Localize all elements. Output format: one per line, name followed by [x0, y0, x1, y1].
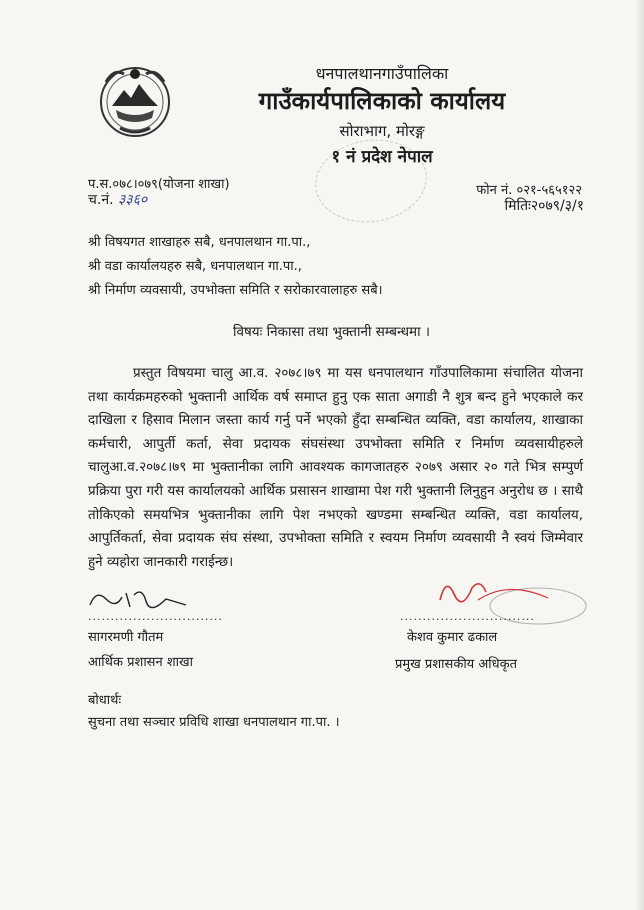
page-edge-shadow [634, 0, 644, 910]
chalan-value: ३३६० [118, 192, 148, 208]
signatory-post-left: आर्थिक प्रशासन शाखा [88, 655, 194, 670]
phone-number: फोन नं. ०२१-५६५१२२ [476, 183, 582, 198]
addressee-line: श्री विषयगत शाखाहरु सबै, धनपालथान गा.पा., [88, 235, 311, 250]
cc-line: सुचना तथा सञ्चार प्रविधि शाखा धनपालथान गा.पा. । [88, 715, 340, 730]
office-title: गाउँकार्यपालिकाको कार्यालय [258, 87, 506, 115]
cc-label: बोधार्थः [88, 693, 122, 708]
letter-body [88, 362, 583, 574]
signature-line-right: .............................. [400, 610, 535, 623]
reference-number: प.स.०७८।०७९(योजना शाखा) [88, 177, 230, 192]
municipality-name: धनपालथानगाउँपालिका [315, 64, 449, 83]
signatory-post-right: प्रमुख प्रशासकीय अधिकृत [395, 657, 518, 672]
letter-date: मितिः२०७९/३/१ [504, 198, 584, 214]
office-location: सोराभाग, मोरङ्ग [339, 122, 425, 140]
addressee-line: श्री निर्माण व्यवसायी, उपभोक्ता समिति र सरोकारवालाहरु सबै। [88, 283, 383, 298]
chalan-label: च.नं. [88, 192, 114, 208]
nepal-emblem-icon [94, 60, 176, 142]
province-line: १ नं प्रदेश नेपाल [331, 147, 433, 167]
signature-line-left: .............................. [88, 610, 223, 623]
letter-subject: विषयः निकासा तथा भुक्तानी सम्बन्धमा । [233, 324, 430, 340]
addressee-line: श्री वडा कार्यालयहरु सबै, धनपालथान गा.पा., [88, 259, 302, 274]
signatory-name-right: केशव कुमार ढकाल [407, 630, 498, 645]
signatory-name-left: सागरमणी गौतम [88, 630, 164, 645]
letter-body-text: प्रस्तुत विषयमा चालु आ.व. २०७८।७९ मा यस धनपालथान गाँउपालिकामा संचालित योजना तथा कार्यक्रमहरुको भुक्तानी आर्थिक वर्ष समाप्त हुनु एक साता अगाडी नै शुत्र बन्द हुने भएकाले कर दाखिला र हिसाव मिलान जस्ता कार्य गर्नु पर्ने भएको हुँदा सम्बन्धित व्यक्ति, वडा कार्यालय, शाखाका कर्मचारी, आपुर्ती कर्ता, सेवा प्रदायक संघसंस्था उपभोक्ता समिति र निर्माण व्यवसायीहरुले चालुआ.व.२०७८।७९ मा भुक्तानीका लागि आवश्यक कागजातहरु २०७९ असार २० गते भित्र सम्पुर्ण प्रक्रिया पुरा गरी यस कार्यालयको आर्थिक प्रसासन शाखामा पेश गरी भुक्तानी लिनुहुन अनुरोध छ । साथै तोकिएको समयभित्र भुक्तानीका लागि पेश नभएको खण्डमा सम्बन्धित व्यक्ति, वडा कार्यालय, आपुर्तिकर्ता, सेवा प्रदायक संघ संस्था, उपभोक्ता समिति र स्वयम निर्माण व्यवसायी नै स्वयं जिम्मेवार हुने व्यहोरा जानकारी गराईन्छ। [88, 365, 583, 570]
chalan-number [88, 190, 147, 209]
